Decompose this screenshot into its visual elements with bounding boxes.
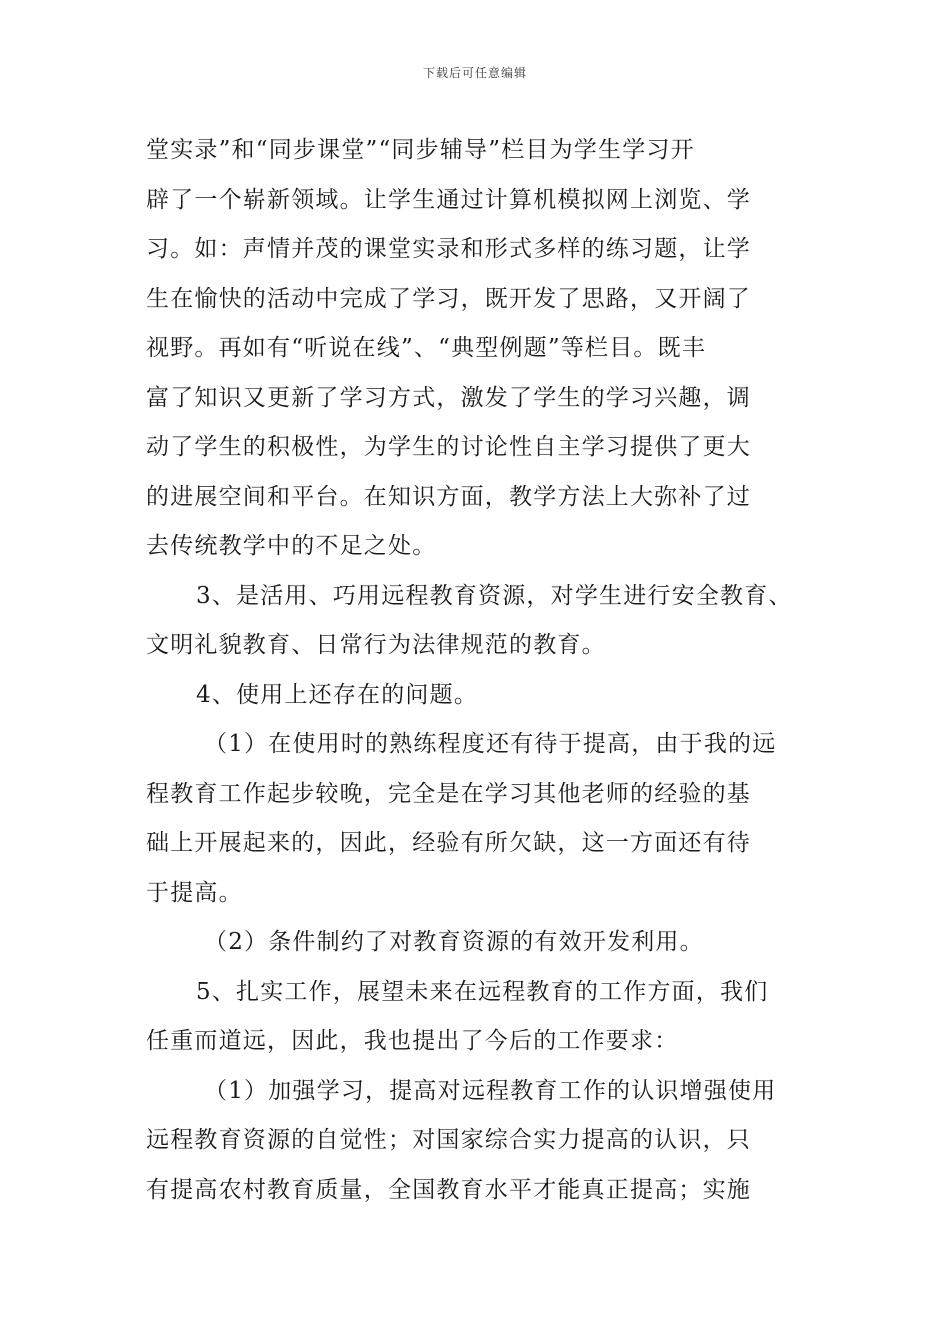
text-line: 础上开展起来的，因此，经验有所欠缺，这一方面还有待	[146, 830, 751, 856]
text-line: 生在愉快的活动中完成了学习，既开发了思路，又开阔了	[146, 285, 751, 312]
text-line: 习。如：声情并茂的课堂实录和形式多样的练习题，让学	[146, 236, 751, 262]
paragraph-item-5: 5、扎实工作，展望未来在远程教育的工作方面，我们	[196, 978, 769, 1005]
text-line: 视野。再如有“听说在线”、“典型例题”等栏目。既丰	[146, 335, 707, 361]
page-header-note: 下载后可任意编辑	[422, 66, 527, 80]
text-line: 有提高农村教育质量，全国教育水平才能真正提高；实施	[146, 1176, 751, 1203]
text-line: 远程教育资源的自觉性；对国家综合实力提高的认识，只	[146, 1127, 751, 1153]
text-line: 的进展空间和平台。在知识方面，教学方法上大弥补了过	[146, 483, 751, 510]
text-line: 富了知识又更新了学习方式，激发了学生的学习兴趣，调	[146, 384, 751, 411]
text-line: 于提高。	[146, 879, 243, 906]
sub-item-4-2: （2）条件制约了对教育资源的有效开发利用。	[204, 929, 704, 955]
text-line: 堂实录”和“同步课堂”“同步辅导”栏目为学生学习开	[146, 137, 695, 163]
sub-item-5-1: （1）加强学习，提高对远程教育工作的认识增强使用	[204, 1077, 777, 1104]
text-line: 文明礼貌教育、日常行为法律规范的教育。	[146, 632, 606, 658]
text-line: 动了学生的积极性，为学生的讨论性自主学习提供了更大	[146, 434, 751, 460]
document-body	[146, 126, 808, 1215]
text-line: 任重而道远，因此，我也提出了今后的工作要求：	[146, 1028, 679, 1054]
sub-item-4-1: （1）在使用时的熟练程度还有待于提高，由于我的远	[204, 731, 777, 757]
paragraph-item-4: 4、使用上还存在的问题。	[196, 681, 479, 708]
text-line: 去传统教学中的不足之处。	[146, 533, 437, 559]
paragraph-item-3: 3、是活用、巧用远程教育资源，对学生进行安全教育、	[196, 582, 793, 609]
text-line: 辟了一个崭新领域。让学生通过计算机模拟网上浏览、学	[146, 186, 751, 213]
text-line: 程教育工作起步较晚，完全是在学习其他老师的经验的基	[146, 780, 751, 807]
